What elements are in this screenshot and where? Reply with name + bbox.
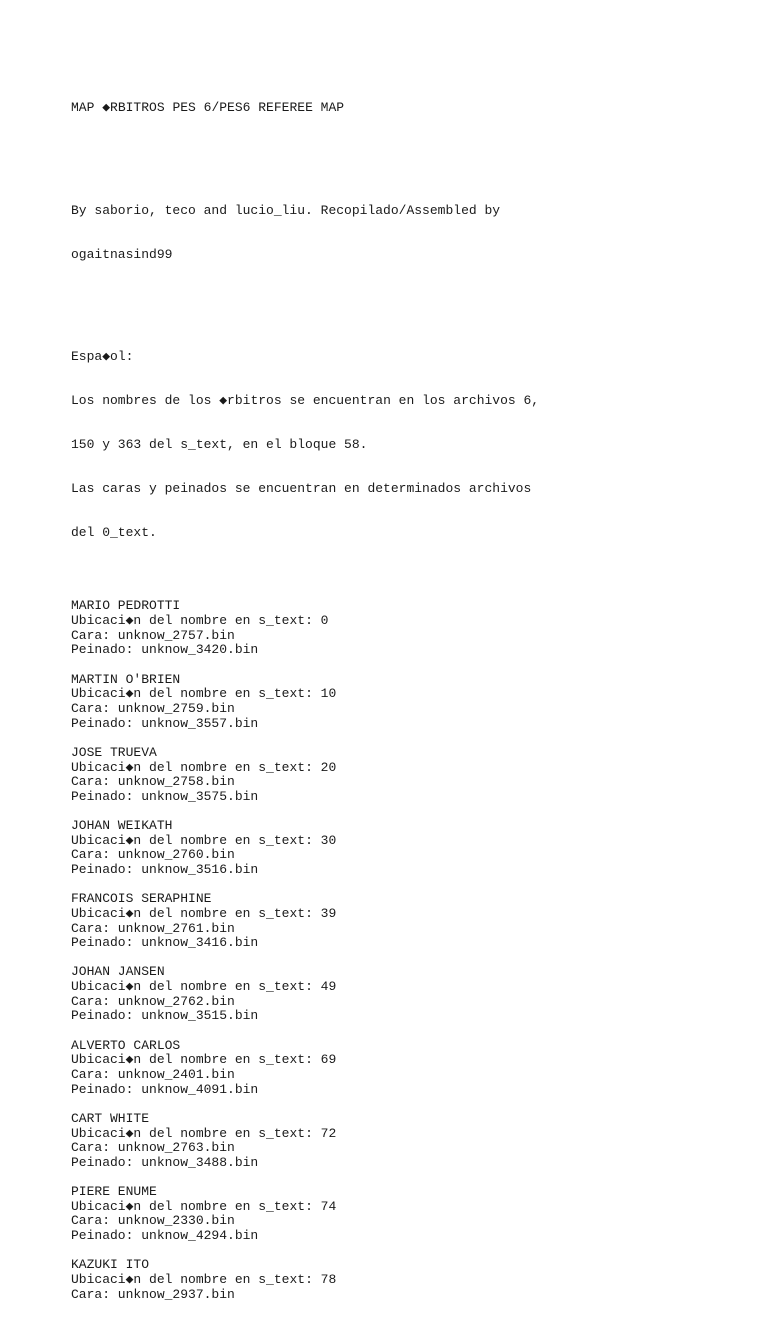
intro-line: Los nombres de los ◆rbitros se encuentran en los archivos 6, — [71, 393, 540, 409]
referee-hair-file: Peinado: unknow_3515.bin — [71, 1008, 259, 1024]
referee-name: KAZUKI ITO — [71, 1257, 150, 1273]
referee-name-location: Ubicaci◆n del nombre en s_text: 10 — [71, 686, 337, 702]
referee-hair-file: Peinado: unknow_4294.bin — [71, 1228, 259, 1243]
referee-entry — [71, 1258, 731, 1302]
document-title: MAP ◆RBITROS PES 6/PES6 REFEREE MAP — [71, 100, 345, 116]
referee-entry — [71, 673, 731, 732]
referee-name-location: Ubicaci◆n del nombre en s_text: 74 — [71, 1198, 337, 1214]
referee-entry — [71, 1112, 731, 1171]
referee-face-file: Cara: unknow_2757.bin — [71, 627, 235, 643]
document-text — [71, 72, 731, 1332]
intro-line: 150 y 363 del s_text, en el bloque 58. — [71, 437, 368, 453]
spacer — [71, 951, 731, 966]
referee-name-location: Ubicaci◆n del nombre en s_text: 20 — [71, 759, 337, 775]
referee-face-file: Cara: unknow_2937.bin — [71, 1286, 235, 1302]
referee-face-file: Cara: unknow_2761.bin — [71, 920, 235, 936]
spacer — [71, 292, 731, 307]
referee-name: JOHAN WEIKATH — [71, 818, 173, 834]
credits-line: By saborio, teco and lucio_liu. Recopilado/Assembled by — [71, 202, 501, 218]
referee-entry — [71, 819, 731, 878]
referee-face-file: Cara: unknow_2760.bin — [71, 847, 235, 863]
referee-name: CART WHITE — [71, 1110, 150, 1126]
spacer — [71, 145, 731, 160]
referee-name: FRANCOIS SERAPHINE — [71, 891, 212, 907]
spacer — [71, 585, 731, 600]
referee-name-location: Ubicaci◆n del nombre en s_text: 78 — [71, 1271, 337, 1287]
referee-name-location: Ubicaci◆n del nombre en s_text: 0 — [71, 613, 329, 629]
credits-line: ogaitnasind99 — [71, 246, 173, 262]
referee-face-file: Cara: unknow_2762.bin — [71, 993, 235, 1009]
intro-line: del 0_text. — [71, 525, 157, 541]
referee-hair-file: Peinado: unknow_3416.bin — [71, 935, 259, 951]
referee-entry — [71, 1039, 731, 1098]
referee-name-location: Ubicaci◆n del nombre en s_text: 69 — [71, 1052, 337, 1068]
spacer — [71, 658, 731, 673]
referee-entry — [71, 1185, 731, 1244]
referee-hair-file: Peinado: unknow_3516.bin — [71, 861, 259, 877]
referee-name-location: Ubicaci◆n del nombre en s_text: 39 — [71, 905, 337, 921]
referee-name-location: Ubicaci◆n del nombre en s_text: 49 — [71, 979, 337, 995]
referee-entry — [71, 746, 731, 805]
spacer — [71, 1244, 731, 1259]
referee-face-file: Cara: unknow_2401.bin — [71, 1066, 235, 1082]
intro-heading: Espa◆ol: — [71, 349, 134, 365]
referee-entry — [71, 892, 731, 951]
referee-hair-file: Peinado: unknow_3420.bin — [71, 642, 259, 658]
referee-name: MARIO PEDROTTI — [71, 598, 181, 614]
referee-name: PIERE ENUME — [71, 1184, 157, 1200]
referee-list — [71, 585, 731, 1302]
referee-name-location: Ubicaci◆n del nombre en s_text: 72 — [71, 1125, 337, 1141]
referee-hair-file: Peinado: unknow_3488.bin — [71, 1154, 259, 1170]
referee-face-file: Cara: unknow_2758.bin — [71, 774, 235, 790]
referee-face-file: Cara: unknow_2759.bin — [71, 700, 235, 716]
spacer — [71, 1024, 731, 1039]
referee-name: JOSE TRUEVA — [71, 744, 157, 760]
spacer — [71, 731, 731, 746]
referee-name: MARTIN O'BRIEN — [71, 671, 181, 687]
referee-hair-file: Peinado: unknow_4091.bin — [71, 1081, 259, 1097]
referee-hair-file: Peinado: unknow_3557.bin — [71, 715, 259, 731]
spacer — [71, 878, 731, 893]
referee-entry — [71, 965, 731, 1024]
referee-name: ALVERTO CARLOS — [71, 1037, 181, 1053]
spacer — [71, 804, 731, 819]
referee-face-file: Cara: unknow_2763.bin — [71, 1140, 235, 1156]
intro-line: Las caras y peinados se encuentran en determinados archivos — [71, 481, 532, 497]
referee-name: JOHAN JANSEN — [71, 964, 165, 980]
referee-name-location: Ubicaci◆n del nombre en s_text: 30 — [71, 832, 337, 848]
referee-entry — [71, 599, 731, 658]
referee-face-file: Cara: unknow_2330.bin — [71, 1213, 235, 1229]
spacer — [71, 1097, 731, 1112]
referee-hair-file: Peinado: unknow_3575.bin — [71, 788, 259, 804]
spacer — [71, 1170, 731, 1185]
